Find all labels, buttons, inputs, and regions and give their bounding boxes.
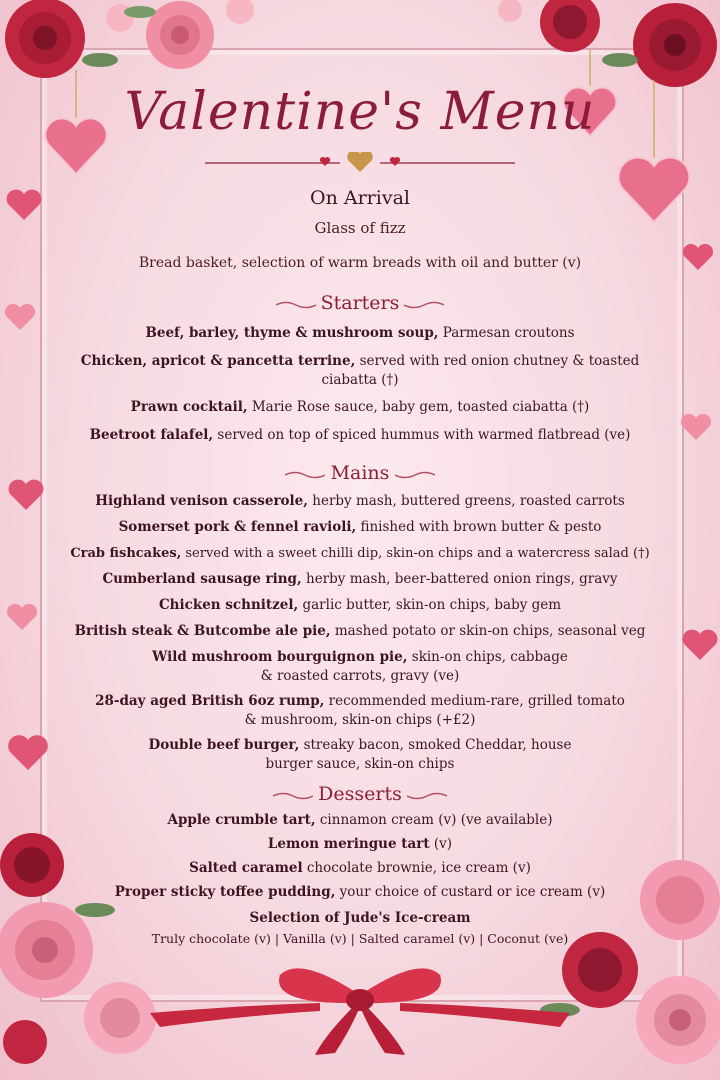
dessert-item bbox=[60, 835, 660, 854]
item-desc: chocolate brownie, ice cream (v) bbox=[302, 860, 531, 876]
dessert-item bbox=[60, 811, 660, 830]
main-item bbox=[60, 492, 660, 511]
item-name: Beef, barley, thyme & mushroom soup, bbox=[145, 325, 439, 341]
right-swirl-icon bbox=[404, 300, 444, 310]
item-desc: cinnamon cream (v) (ve available) bbox=[315, 812, 553, 828]
side-hearts-left bbox=[0, 180, 48, 820]
item-name: Cumberland sausage ring, bbox=[102, 571, 302, 587]
item-desc: recommended medium-rare, grilled tomato & mushroom, skin-on chips (+£2) bbox=[244, 693, 625, 728]
menu-title: Valentine's Menu bbox=[124, 82, 596, 142]
desserts-heading-row bbox=[0, 783, 720, 805]
item-desc: served with red onion chutney & toasted ciabatta (†) bbox=[321, 353, 640, 388]
ice-cream-flavours: Truly chocolate (v) | Vanilla (v) | Salted caramel (v) | Coconut (ve) bbox=[151, 931, 569, 946]
item-desc: herby mash, buttered greens, roasted carrots bbox=[307, 493, 625, 509]
item-desc: streaky bacon, smoked Cheddar, house burger sauce, skin-on chips bbox=[265, 737, 572, 772]
item-name: Beetroot falafel, bbox=[89, 427, 214, 443]
mains-heading: Mains bbox=[330, 462, 390, 484]
item-desc: your choice of custard or ice cream (v) bbox=[335, 884, 606, 900]
mains-heading-row bbox=[0, 462, 720, 484]
starter-item bbox=[60, 426, 660, 445]
item-name: 28-day aged British 6oz rump, bbox=[95, 693, 325, 709]
side-hearts-right bbox=[676, 240, 720, 800]
starter-item bbox=[70, 352, 650, 390]
arrival-line-bread: Bread basket, selection of warm breads with oil and butter (v) bbox=[138, 255, 582, 271]
item-name: Chicken schnitzel, bbox=[158, 597, 299, 613]
item-name: British steak & Butcombe ale pie, bbox=[74, 623, 331, 639]
item-name: Crab fishcakes, bbox=[70, 546, 182, 561]
item-desc: skin-on chips, cabbage & roasted carrots, gravy (ve) bbox=[260, 649, 568, 684]
item-name: Salted caramel bbox=[189, 860, 303, 876]
starters-heading: Starters bbox=[320, 292, 400, 314]
main-item bbox=[60, 518, 660, 537]
arrival-heading: On Arrival bbox=[310, 187, 410, 209]
item-name: Highland venison casserole, bbox=[95, 493, 308, 509]
dessert-item bbox=[60, 859, 660, 878]
ribbon-bow-icon bbox=[150, 955, 570, 1055]
item-desc: Marie Rose sauce, baby gem, toasted ciabatta (†) bbox=[247, 399, 590, 415]
item-name: Double beef burger, bbox=[148, 737, 300, 753]
item-name: Prawn cocktail, bbox=[130, 399, 248, 415]
item-name: Lemon meringue tart bbox=[267, 836, 430, 852]
main-item bbox=[60, 596, 660, 615]
title-flourish-icon bbox=[205, 152, 515, 174]
main-item bbox=[150, 648, 570, 686]
main-item bbox=[50, 544, 670, 563]
main-item bbox=[60, 622, 660, 641]
item-desc: (v) bbox=[429, 836, 453, 852]
starters-heading-row bbox=[0, 292, 720, 314]
item-desc: mashed potato or skin-on chips, seasonal veg bbox=[330, 623, 646, 639]
item-desc: garlic butter, skin-on chips, baby gem bbox=[298, 597, 562, 613]
right-swirl-icon bbox=[407, 791, 447, 801]
left-swirl-icon bbox=[273, 791, 313, 801]
item-name: Somerset pork & fennel ravioli, bbox=[118, 519, 357, 535]
starter-item bbox=[60, 324, 660, 343]
item-name: Wild mushroom bourguignon pie, bbox=[152, 649, 408, 665]
item-desc: herby mash, beer-battered onion rings, gravy bbox=[301, 571, 618, 587]
main-item bbox=[60, 570, 660, 589]
item-name: Apple crumble tart, bbox=[167, 812, 316, 828]
item-desc: served with a sweet chilli dip, skin-on chips and a watercress salad (†) bbox=[181, 546, 650, 561]
arrival-line-fizz: Glass of fizz bbox=[314, 219, 406, 237]
desserts-heading: Desserts bbox=[318, 783, 402, 805]
main-item bbox=[90, 692, 630, 730]
main-item bbox=[125, 736, 595, 774]
left-swirl-icon bbox=[285, 470, 325, 480]
dessert-item bbox=[60, 909, 660, 928]
item-name: Selection of Jude's Ice-cream bbox=[249, 910, 471, 926]
item-name: Proper sticky toffee pudding, bbox=[114, 884, 336, 900]
item-desc: Parmesan croutons bbox=[438, 325, 575, 341]
left-swirl-icon bbox=[276, 300, 316, 310]
starter-item bbox=[60, 398, 660, 417]
item-name: Chicken, apricot & pancetta terrine, bbox=[80, 353, 356, 369]
dessert-item bbox=[60, 883, 660, 902]
item-desc: finished with brown butter & pesto bbox=[356, 519, 602, 535]
item-desc: served on top of spiced hummus with warmed flatbread (ve) bbox=[213, 427, 631, 443]
right-swirl-icon bbox=[395, 470, 435, 480]
